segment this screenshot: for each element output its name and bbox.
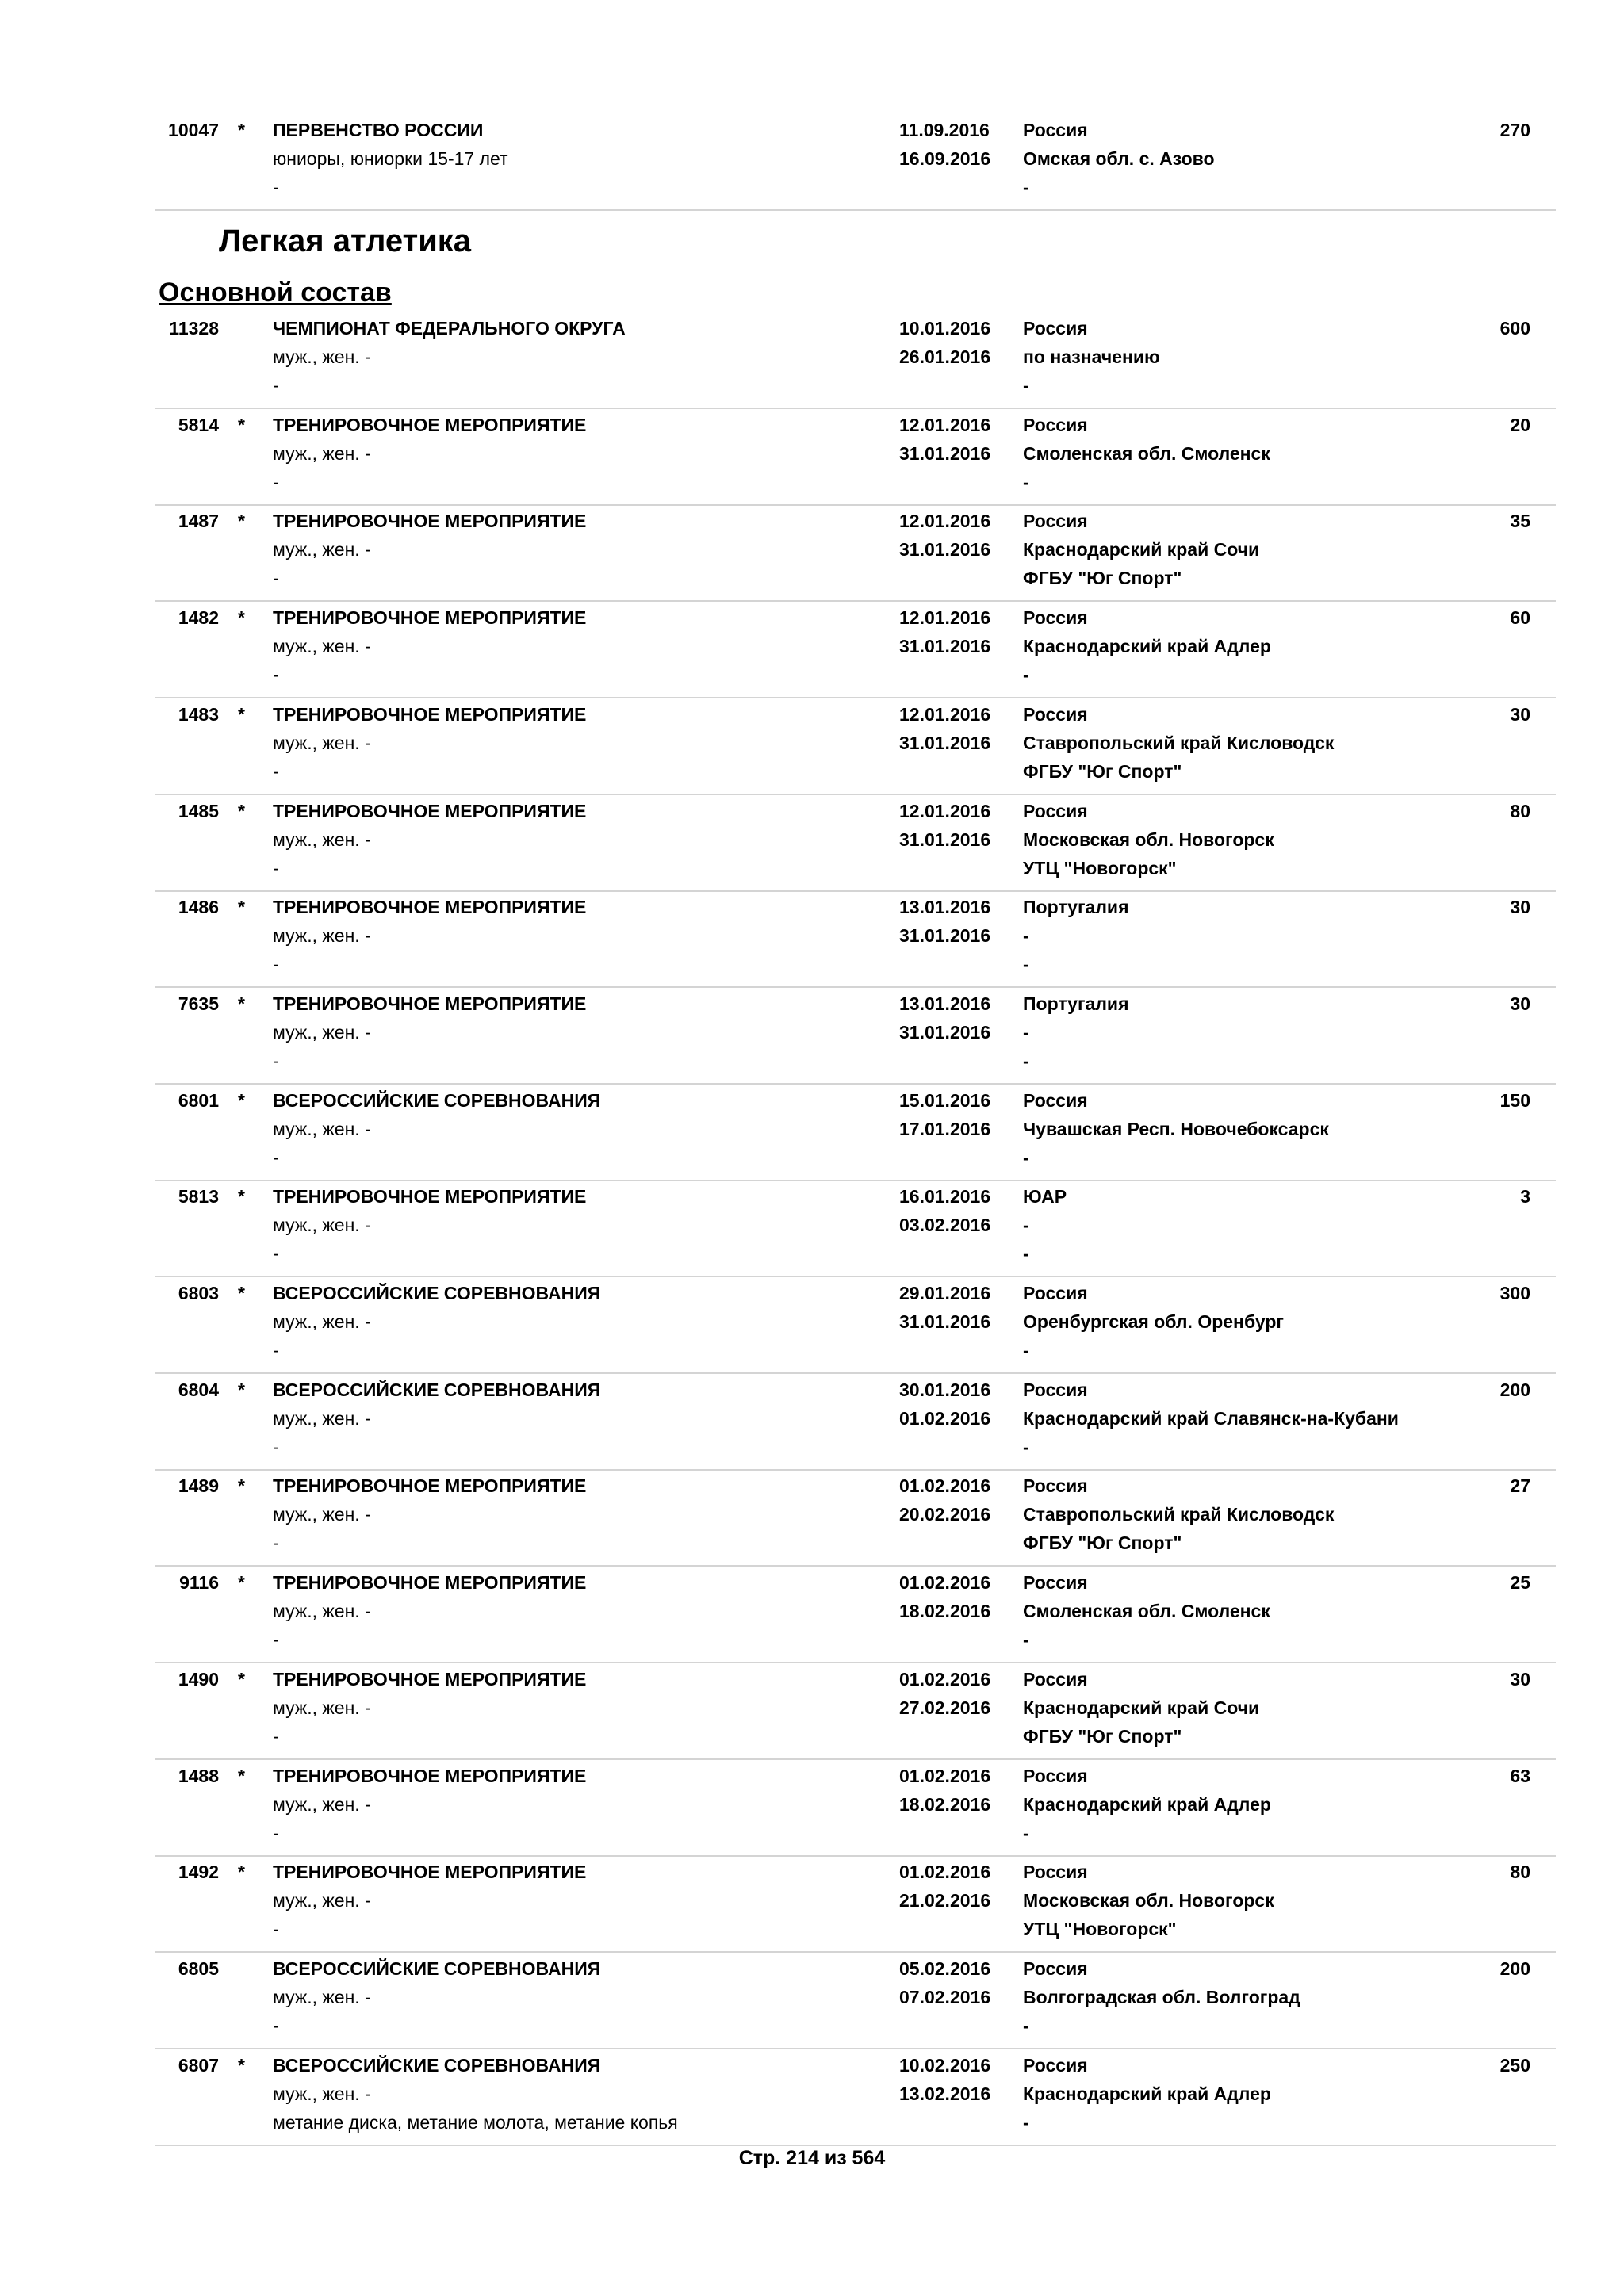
event-id: 1485 bbox=[178, 801, 219, 821]
participant-count: 200 bbox=[1500, 1958, 1530, 1979]
star-marker: * bbox=[238, 607, 245, 628]
participants: муж., жен. - bbox=[273, 1504, 371, 1525]
event-name: ТРЕНИРОВОЧНОЕ МЕРОПРИЯТИЕ bbox=[273, 1186, 587, 1207]
star-marker: * bbox=[238, 993, 245, 1014]
event-entry bbox=[155, 113, 1556, 211]
event-id: 1482 bbox=[178, 607, 219, 628]
venue: - bbox=[1023, 375, 1029, 396]
venue: - bbox=[1023, 1050, 1029, 1071]
event-name: ВСЕРОССИЙСКИЕ СОРЕВНОВАНИЯ bbox=[273, 1380, 601, 1400]
end-date: 31.01.2016 bbox=[899, 636, 991, 656]
participants: муж., жен. - bbox=[273, 1794, 371, 1815]
star-marker: * bbox=[238, 1572, 245, 1593]
country: Россия bbox=[1023, 1475, 1088, 1496]
participant-count: 27 bbox=[1510, 1475, 1530, 1496]
participants: муж., жен. - bbox=[273, 539, 371, 560]
country: Россия bbox=[1023, 511, 1088, 531]
event-id: 1488 bbox=[178, 1766, 219, 1786]
event-id: 1487 bbox=[178, 511, 219, 531]
event-name: ТРЕНИРОВОЧНОЕ МЕРОПРИЯТИЕ bbox=[273, 704, 587, 725]
end-date: 18.02.2016 bbox=[899, 1794, 991, 1815]
country: Россия bbox=[1023, 415, 1088, 435]
participants: муж., жен. - bbox=[273, 1987, 371, 2007]
event-entry bbox=[155, 1276, 1556, 1374]
location: Московская обл. Новогорск bbox=[1023, 829, 1274, 850]
location: - bbox=[1023, 1022, 1029, 1043]
end-date: 27.02.2016 bbox=[899, 1697, 991, 1718]
event-id: 11328 bbox=[169, 318, 219, 339]
participant-count: 30 bbox=[1510, 1669, 1530, 1689]
start-date: 12.01.2016 bbox=[899, 607, 991, 628]
event-entry bbox=[155, 1854, 1556, 1953]
event-id: 6801 bbox=[178, 1090, 219, 1111]
start-date: 01.02.2016 bbox=[899, 1862, 991, 1882]
star-marker: * bbox=[238, 801, 245, 821]
participants: муж., жен. - bbox=[273, 636, 371, 656]
start-date: 10.02.2016 bbox=[899, 2055, 991, 2076]
event-entry bbox=[155, 1662, 1556, 1760]
start-date: 01.02.2016 bbox=[899, 1766, 991, 1786]
section-title: Основной состав bbox=[159, 277, 392, 308]
location: Московская обл. Новогорск bbox=[1023, 1890, 1274, 1911]
location: Волгоградская обл. Волгоград bbox=[1023, 1987, 1300, 2007]
participant-count: 63 bbox=[1510, 1766, 1530, 1786]
event-entry bbox=[155, 1179, 1556, 1277]
start-date: 16.01.2016 bbox=[899, 1186, 991, 1207]
event-name: ТРЕНИРОВОЧНОЕ МЕРОПРИЯТИЕ bbox=[273, 1572, 587, 1593]
event-name: ТРЕНИРОВОЧНОЕ МЕРОПРИЯТИЕ bbox=[273, 801, 587, 821]
participant-count: 30 bbox=[1510, 704, 1530, 725]
disciplines: - bbox=[273, 1050, 279, 1071]
disciplines: - bbox=[273, 1533, 279, 1553]
location: Краснодарский край Адлер bbox=[1023, 636, 1271, 656]
star-marker: * bbox=[238, 1380, 245, 1400]
star-marker: * bbox=[238, 415, 245, 435]
country: Россия bbox=[1023, 1958, 1088, 1979]
participant-count: 20 bbox=[1510, 415, 1530, 435]
participants: муж., жен. - bbox=[273, 1890, 371, 1911]
location: Смоленская обл. Смоленск bbox=[1023, 443, 1270, 464]
star-marker: * bbox=[238, 2055, 245, 2076]
end-date: 20.02.2016 bbox=[899, 1504, 991, 1525]
participants: муж., жен. - bbox=[273, 1408, 371, 1429]
participants: муж., жен. - bbox=[273, 2084, 371, 2104]
country: Россия bbox=[1023, 1572, 1088, 1593]
star-marker: * bbox=[238, 1766, 245, 1786]
participant-count: 60 bbox=[1510, 607, 1530, 628]
country: Россия bbox=[1023, 801, 1088, 821]
event-name: ТРЕНИРОВОЧНОЕ МЕРОПРИЯТИЕ bbox=[273, 607, 587, 628]
country: Португалия bbox=[1023, 897, 1129, 917]
disciplines: - bbox=[273, 1629, 279, 1650]
participants: муж., жен. - bbox=[273, 733, 371, 753]
start-date: 30.01.2016 bbox=[899, 1380, 991, 1400]
participants: муж., жен. - bbox=[273, 1215, 371, 1235]
participant-count: 30 bbox=[1510, 993, 1530, 1014]
star-marker: * bbox=[238, 511, 245, 531]
country: Россия bbox=[1023, 1090, 1088, 1111]
event-id: 1490 bbox=[178, 1669, 219, 1689]
event-entry bbox=[155, 311, 1556, 409]
start-date: 12.01.2016 bbox=[899, 415, 991, 435]
country: Россия bbox=[1023, 1766, 1088, 1786]
venue: - bbox=[1023, 177, 1029, 197]
location: Омская обл. с. Азово bbox=[1023, 148, 1215, 169]
event-id: 7635 bbox=[178, 993, 219, 1014]
start-date: 29.01.2016 bbox=[899, 1283, 991, 1303]
end-date: 31.01.2016 bbox=[899, 829, 991, 850]
participants: муж., жен. - bbox=[273, 1311, 371, 1332]
country: Россия bbox=[1023, 1283, 1088, 1303]
start-date: 12.01.2016 bbox=[899, 801, 991, 821]
location: Краснодарский край Славянск-на-Кубани bbox=[1023, 1408, 1399, 1429]
venue: - bbox=[1023, 1147, 1029, 1168]
end-date: 21.02.2016 bbox=[899, 1890, 991, 1911]
event-id: 9116 bbox=[179, 1572, 219, 1593]
end-date: 31.01.2016 bbox=[899, 539, 991, 560]
disciplines: - bbox=[273, 1919, 279, 1939]
venue: ФГБУ "Юг Спорт" bbox=[1023, 761, 1182, 782]
event-id: 1489 bbox=[178, 1475, 219, 1496]
venue: - bbox=[1023, 1437, 1029, 1457]
location: - bbox=[1023, 925, 1029, 946]
event-name: ЧЕМПИОНАТ ФЕДЕРАЛЬНОГО ОКРУГА bbox=[273, 318, 626, 339]
venue: - bbox=[1023, 1340, 1029, 1360]
end-date: 31.01.2016 bbox=[899, 733, 991, 753]
end-date: 03.02.2016 bbox=[899, 1215, 991, 1235]
event-name: ТРЕНИРОВОЧНОЕ МЕРОПРИЯТИЕ bbox=[273, 1766, 587, 1786]
venue: - bbox=[1023, 954, 1029, 974]
location: Краснодарский край Сочи bbox=[1023, 1697, 1260, 1718]
disciplines: - bbox=[273, 1726, 279, 1747]
start-date: 10.01.2016 bbox=[899, 318, 991, 339]
venue: - bbox=[1023, 664, 1029, 685]
event-id: 5814 bbox=[178, 415, 219, 435]
venue: - bbox=[1023, 2112, 1029, 2133]
participants: муж., жен. - bbox=[273, 1697, 371, 1718]
country: Португалия bbox=[1023, 993, 1129, 1014]
start-date: 12.01.2016 bbox=[899, 704, 991, 725]
end-date: 31.01.2016 bbox=[899, 1311, 991, 1332]
star-marker: * bbox=[238, 1090, 245, 1111]
end-date: 16.09.2016 bbox=[899, 148, 991, 169]
disciplines: метание диска, метание молота, метание копья bbox=[273, 2112, 678, 2133]
participant-count: 30 bbox=[1510, 897, 1530, 917]
participant-count: 270 bbox=[1500, 120, 1530, 140]
disciplines: - bbox=[273, 375, 279, 396]
sport-title: Легкая атлетика bbox=[219, 224, 472, 258]
disciplines: - bbox=[273, 1340, 279, 1360]
star-marker: * bbox=[238, 1862, 245, 1882]
participants: муж., жен. - bbox=[273, 829, 371, 850]
participant-count: 150 bbox=[1500, 1090, 1530, 1111]
event-entry bbox=[155, 697, 1556, 795]
start-date: 05.02.2016 bbox=[899, 1958, 991, 1979]
event-id: 10047 bbox=[168, 120, 219, 140]
participant-count: 250 bbox=[1500, 2055, 1530, 2076]
event-name: ТРЕНИРОВОЧНОЕ МЕРОПРИЯТИЕ bbox=[273, 1669, 587, 1689]
country: Россия bbox=[1023, 704, 1088, 725]
event-name: ТРЕНИРОВОЧНОЕ МЕРОПРИЯТИЕ bbox=[273, 1475, 587, 1496]
event-entry bbox=[155, 1372, 1556, 1471]
disciplines: - bbox=[273, 2015, 279, 2036]
event-id: 6805 bbox=[178, 1958, 219, 1979]
event-entry bbox=[155, 408, 1556, 506]
location: Краснодарский край Сочи bbox=[1023, 539, 1260, 560]
event-entry bbox=[155, 1083, 1556, 1181]
event-id: 1483 bbox=[178, 704, 219, 725]
country: ЮАР bbox=[1023, 1186, 1067, 1207]
participant-count: 3 bbox=[1520, 1186, 1530, 1207]
event-id: 6804 bbox=[178, 1380, 219, 1400]
venue: - bbox=[1023, 1243, 1029, 1264]
event-name: ТРЕНИРОВОЧНОЕ МЕРОПРИЯТИЕ bbox=[273, 415, 587, 435]
end-date: 18.02.2016 bbox=[899, 1601, 991, 1621]
venue: - bbox=[1023, 1629, 1029, 1650]
start-date: 01.02.2016 bbox=[899, 1475, 991, 1496]
event-name: ПЕРВЕНСТВО РОССИИ bbox=[273, 120, 484, 140]
disciplines: - bbox=[273, 472, 279, 492]
event-entry bbox=[155, 1468, 1556, 1567]
event-entry bbox=[155, 794, 1556, 892]
location: Краснодарский край Адлер bbox=[1023, 2084, 1271, 2104]
event-id: 1492 bbox=[178, 1862, 219, 1882]
disciplines: - bbox=[273, 1147, 279, 1168]
participant-count: 35 bbox=[1510, 511, 1530, 531]
country: Россия bbox=[1023, 607, 1088, 628]
country: Россия bbox=[1023, 1862, 1088, 1882]
location: Чувашская Респ. Новочебоксарск bbox=[1023, 1119, 1329, 1139]
location: Смоленская обл. Смоленск bbox=[1023, 1601, 1270, 1621]
end-date: 17.01.2016 bbox=[899, 1119, 991, 1139]
event-entry bbox=[155, 890, 1556, 988]
venue: - bbox=[1023, 1823, 1029, 1843]
end-date: 31.01.2016 bbox=[899, 443, 991, 464]
country: Россия bbox=[1023, 1380, 1088, 1400]
event-name: ВСЕРОССИЙСКИЕ СОРЕВНОВАНИЯ bbox=[273, 1090, 601, 1111]
venue: УТЦ "Новогорск" bbox=[1023, 858, 1177, 878]
country: Россия bbox=[1023, 120, 1088, 140]
event-id: 5813 bbox=[178, 1186, 219, 1207]
participants: юниоры, юниорки 15-17 лет bbox=[273, 148, 508, 169]
participant-count: 200 bbox=[1500, 1380, 1530, 1400]
participants: муж., жен. - bbox=[273, 443, 371, 464]
country: Россия bbox=[1023, 1669, 1088, 1689]
location: Ставропольский край Кисловодск bbox=[1023, 1504, 1335, 1525]
participants: муж., жен. - bbox=[273, 1601, 371, 1621]
event-entry bbox=[155, 503, 1556, 602]
participant-count: 600 bbox=[1500, 318, 1530, 339]
star-marker: * bbox=[238, 1186, 245, 1207]
end-date: 01.02.2016 bbox=[899, 1408, 991, 1429]
start-date: 01.02.2016 bbox=[899, 1572, 991, 1593]
star-marker: * bbox=[238, 120, 245, 140]
end-date: 07.02.2016 bbox=[899, 1987, 991, 2007]
participant-count: 80 bbox=[1510, 1862, 1530, 1882]
event-entry bbox=[155, 600, 1556, 698]
participants: муж., жен. - bbox=[273, 1022, 371, 1043]
event-id: 6803 bbox=[178, 1283, 219, 1303]
disciplines: - bbox=[273, 177, 279, 197]
venue: - bbox=[1023, 472, 1029, 492]
disciplines: - bbox=[273, 664, 279, 685]
disciplines: - bbox=[273, 858, 279, 878]
page-number: Стр. 214 из 564 bbox=[738, 2147, 886, 2169]
country: Россия bbox=[1023, 318, 1088, 339]
start-date: 11.09.2016 bbox=[899, 120, 990, 140]
star-marker: * bbox=[238, 704, 245, 725]
event-entry bbox=[155, 1758, 1556, 1857]
participant-count: 80 bbox=[1510, 801, 1530, 821]
country: Россия bbox=[1023, 2055, 1088, 2076]
star-marker: * bbox=[238, 897, 245, 917]
participants: муж., жен. - bbox=[273, 925, 371, 946]
event-entry bbox=[155, 2048, 1556, 2146]
disciplines: - bbox=[273, 568, 279, 588]
end-date: 13.02.2016 bbox=[899, 2084, 991, 2104]
event-name: ВСЕРОССИЙСКИЕ СОРЕВНОВАНИЯ bbox=[273, 1283, 601, 1303]
participant-count: 300 bbox=[1500, 1283, 1530, 1303]
event-id: 1486 bbox=[178, 897, 219, 917]
event-entry bbox=[155, 1565, 1556, 1663]
end-date: 31.01.2016 bbox=[899, 925, 991, 946]
disciplines: - bbox=[273, 761, 279, 782]
disciplines: - bbox=[273, 954, 279, 974]
start-date: 01.02.2016 bbox=[899, 1669, 991, 1689]
location: Краснодарский край Адлер bbox=[1023, 1794, 1271, 1815]
location: по назначению bbox=[1023, 346, 1160, 367]
participants: муж., жен. - bbox=[273, 346, 371, 367]
event-entry bbox=[155, 1951, 1556, 2049]
star-marker: * bbox=[238, 1475, 245, 1496]
event-name: ВСЕРОССИЙСКИЕ СОРЕВНОВАНИЯ bbox=[273, 1958, 601, 1979]
venue: ФГБУ "Юг Спорт" bbox=[1023, 568, 1182, 588]
event-name: ТРЕНИРОВОЧНОЕ МЕРОПРИЯТИЕ bbox=[273, 511, 587, 531]
venue: - bbox=[1023, 2015, 1029, 2036]
participant-count: 25 bbox=[1510, 1572, 1530, 1593]
venue: УТЦ "Новогорск" bbox=[1023, 1919, 1177, 1939]
event-name: ТРЕНИРОВОЧНОЕ МЕРОПРИЯТИЕ bbox=[273, 993, 587, 1014]
event-name: ВСЕРОССИЙСКИЕ СОРЕВНОВАНИЯ bbox=[273, 2055, 601, 2076]
disciplines: - bbox=[273, 1243, 279, 1264]
start-date: 12.01.2016 bbox=[899, 511, 991, 531]
participants: муж., жен. - bbox=[273, 1119, 371, 1139]
disciplines: - bbox=[273, 1437, 279, 1457]
event-id: 6807 bbox=[178, 2055, 219, 2076]
venue: ФГБУ "Юг Спорт" bbox=[1023, 1726, 1182, 1747]
location: - bbox=[1023, 1215, 1029, 1235]
start-date: 13.01.2016 bbox=[899, 897, 991, 917]
start-date: 13.01.2016 bbox=[899, 993, 991, 1014]
end-date: 26.01.2016 bbox=[899, 346, 991, 367]
start-date: 15.01.2016 bbox=[899, 1090, 991, 1111]
event-name: ТРЕНИРОВОЧНОЕ МЕРОПРИЯТИЕ bbox=[273, 1862, 587, 1882]
disciplines: - bbox=[273, 1823, 279, 1843]
event-name: ТРЕНИРОВОЧНОЕ МЕРОПРИЯТИЕ bbox=[273, 897, 587, 917]
event-entry bbox=[155, 986, 1556, 1085]
location: Ставропольский край Кисловодск bbox=[1023, 733, 1335, 753]
star-marker: * bbox=[238, 1283, 245, 1303]
location: Оренбургская обл. Оренбург bbox=[1023, 1311, 1284, 1332]
end-date: 31.01.2016 bbox=[899, 1022, 991, 1043]
star-marker: * bbox=[238, 1669, 245, 1689]
venue: ФГБУ "Юг Спорт" bbox=[1023, 1533, 1182, 1553]
